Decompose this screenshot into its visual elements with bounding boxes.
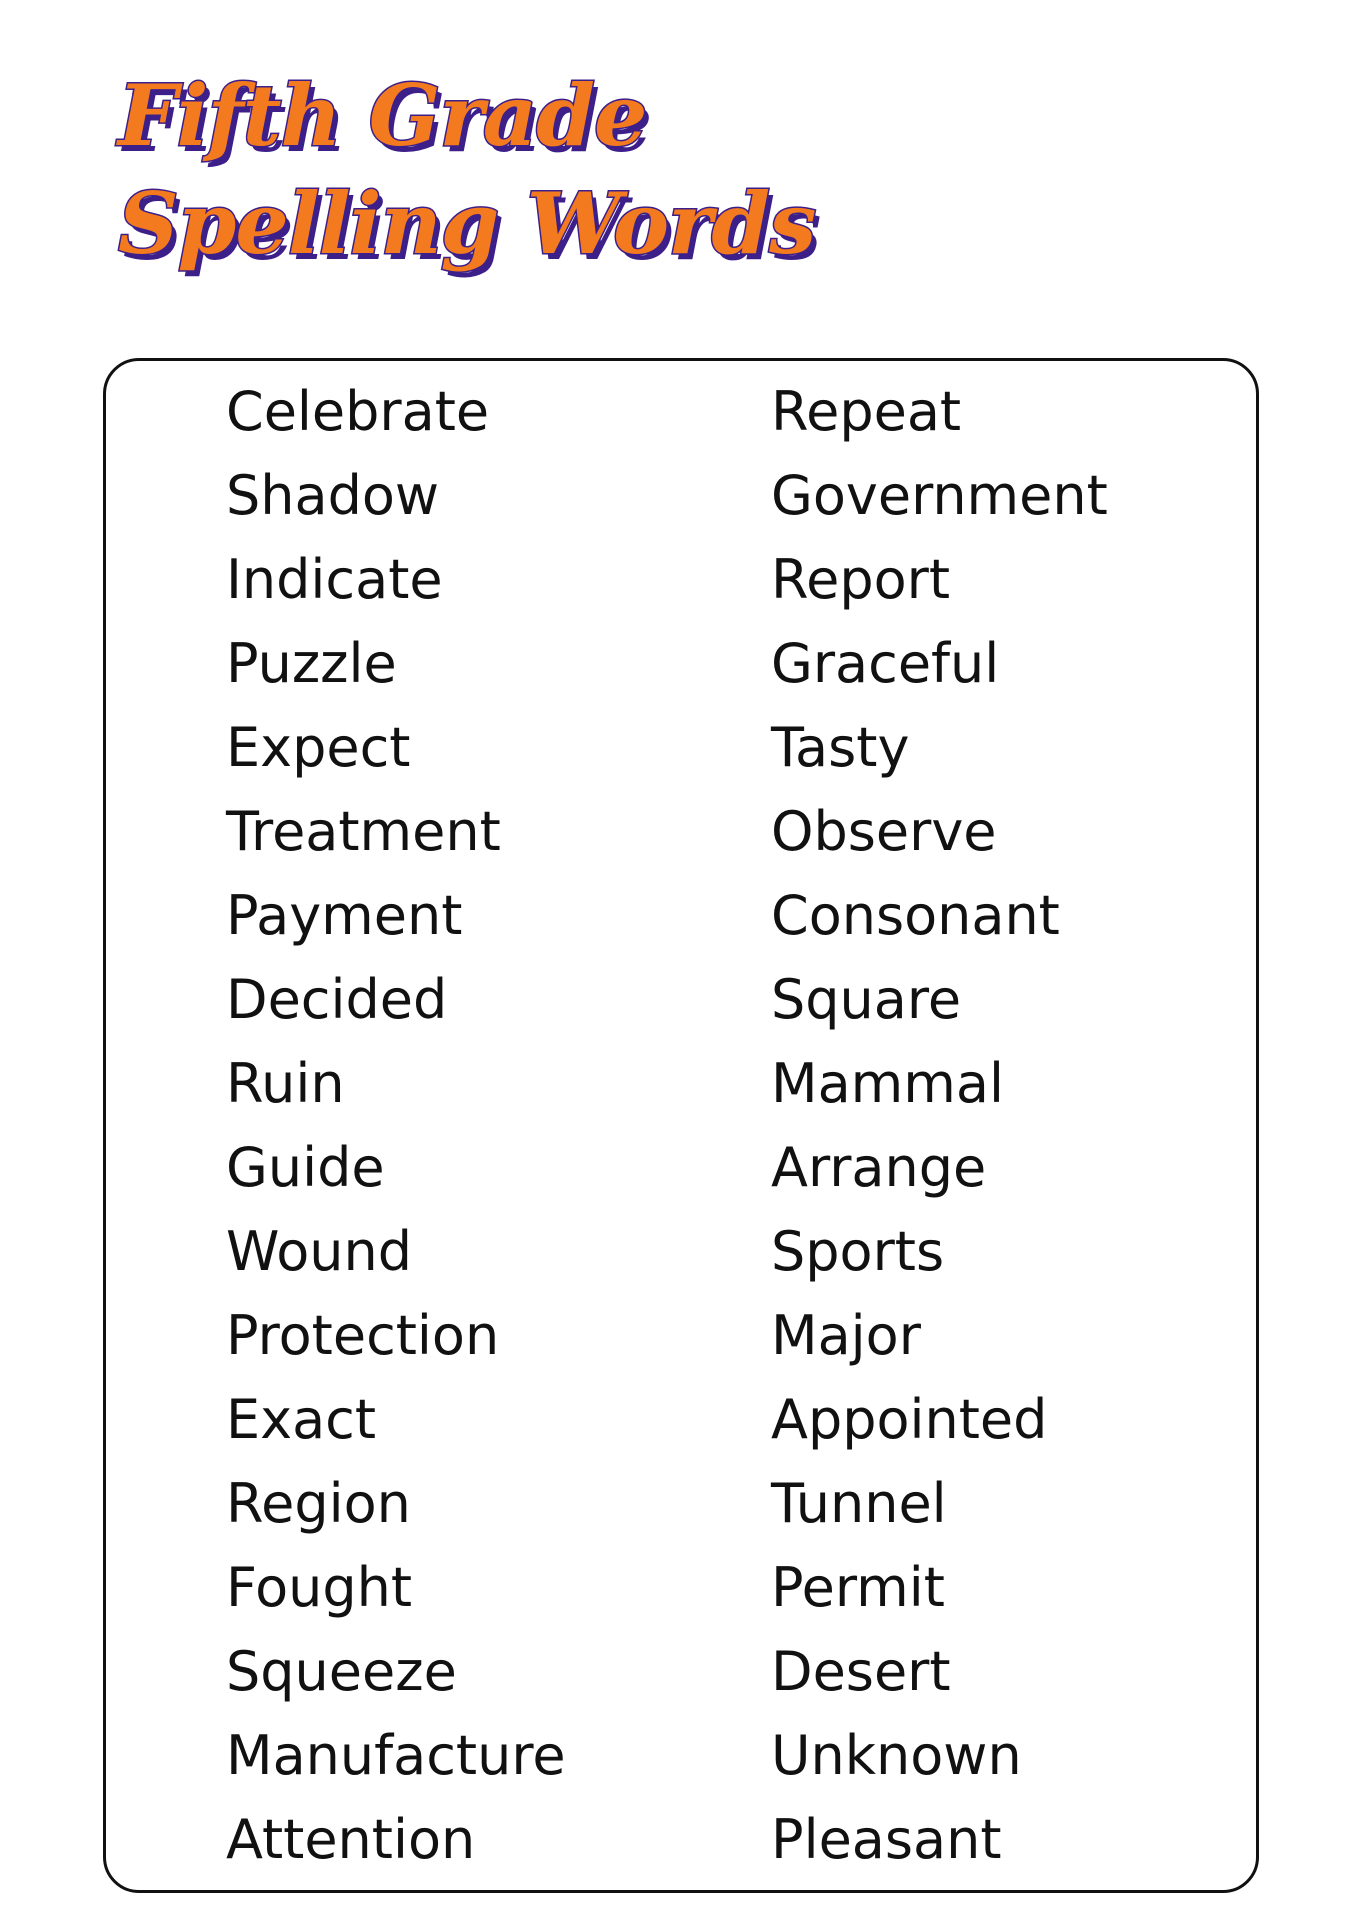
word-item: Square [771, 968, 962, 1031]
word-item: Decided [226, 968, 448, 1031]
word-item: Graceful [771, 632, 1000, 695]
word-column-left [226, 370, 566, 1882]
word-item: Government [771, 464, 1108, 527]
word-item: Squeeze [226, 1640, 457, 1703]
word-item: Ruin [226, 1052, 345, 1115]
word-item: Major [771, 1304, 921, 1367]
word-item: Sports [771, 1220, 945, 1283]
word-item: Puzzle [226, 632, 397, 695]
word-item: Wound [226, 1220, 412, 1283]
word-item: Unknown [771, 1724, 1022, 1787]
word-item: Arrange [771, 1136, 987, 1199]
word-item: Appointed [771, 1388, 1048, 1451]
word-item: Attention [226, 1808, 476, 1871]
word-item: Exact [226, 1388, 377, 1451]
word-list-box [103, 358, 1259, 1893]
word-item: Mammal [771, 1052, 1004, 1115]
word-item: Region [226, 1472, 411, 1535]
word-item: Treatment [226, 800, 501, 863]
word-item: Tasty [771, 716, 910, 779]
word-item: Payment [226, 884, 463, 947]
page-title-line-1: Fifth Grade [118, 66, 647, 165]
word-item: Consonant [771, 884, 1060, 947]
word-item: Indicate [226, 548, 443, 611]
word-item: Expect [226, 716, 411, 779]
word-item: Desert [771, 1640, 951, 1703]
word-item: Protection [226, 1304, 500, 1367]
word-item: Fought [226, 1556, 413, 1619]
word-item: Permit [771, 1556, 945, 1619]
word-item: Repeat [771, 380, 962, 443]
word-item: Guide [226, 1136, 385, 1199]
page-title-line-2: Spelling Words [118, 174, 816, 273]
word-item: Celebrate [226, 380, 490, 443]
word-column-right [771, 370, 1108, 1882]
word-item: Manufacture [226, 1724, 566, 1787]
word-item: Observe [771, 800, 997, 863]
page-title [118, 62, 815, 278]
word-item: Report [771, 548, 951, 611]
word-item: Tunnel [771, 1472, 947, 1535]
word-item: Pleasant [771, 1808, 1002, 1871]
word-item: Shadow [226, 464, 440, 527]
